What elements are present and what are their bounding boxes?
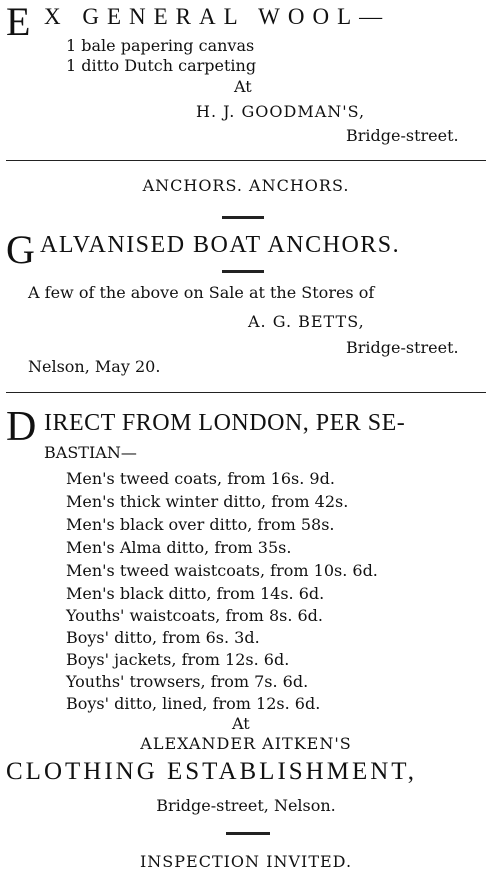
- price-list-item: Boys' ditto, lined, from 12s. 6d.: [66, 694, 321, 713]
- dateline: Nelson, May 20.: [28, 357, 161, 376]
- price-list-item: Youths' trowsers, from 7s. 6d.: [66, 672, 309, 691]
- short-divider: [226, 832, 270, 835]
- merchant-name: ALEXANDER AITKEN'S: [140, 734, 352, 753]
- at-label: At: [232, 714, 250, 733]
- price-list-item: Men's thick winter ditto, from 42s.: [66, 492, 349, 511]
- drop-cap: E: [6, 0, 31, 44]
- price-list-item: Men's tweed waistcoats, from 10s. 6d.: [66, 561, 378, 580]
- short-divider: [222, 270, 264, 273]
- drop-cap: D: [6, 404, 37, 450]
- price-list-item: Men's black ditto, from 14s. 6d.: [66, 584, 325, 603]
- establishment-name: CLOTHING ESTABLISHMENT,: [6, 758, 417, 785]
- merchant-address: Bridge-street.: [346, 338, 459, 357]
- headline: IRECT FROM LONDON, PER SE-: [44, 410, 406, 436]
- merchant-address: Bridge-street.: [346, 126, 459, 145]
- body-text: A few of the above on Sale at the Stores of: [28, 283, 375, 302]
- price-list-item: Boys' ditto, from 6s. 3d.: [66, 628, 260, 647]
- short-divider: [222, 216, 264, 219]
- section-title: ANCHORS. ANCHORS.: [142, 176, 350, 195]
- subheadline: BASTIAN—: [44, 443, 137, 462]
- column-divider: [6, 392, 486, 393]
- footer-note: INSPECTION INVITED.: [139, 852, 353, 871]
- drop-cap: G: [6, 227, 35, 272]
- headline: ALVANISED BOAT ANCHORS.: [40, 232, 401, 258]
- price-list-item: Men's Alma ditto, from 35s.: [66, 538, 292, 557]
- column-divider: [6, 160, 486, 161]
- item-line: 1 ditto Dutch carpeting: [66, 56, 257, 75]
- price-list-item: Men's tweed coats, from 16s. 9d.: [66, 469, 335, 488]
- merchant-address: Bridge-street, Nelson.: [156, 796, 336, 815]
- at-label: At: [234, 77, 252, 96]
- price-list-item: Men's black over ditto, from 58s.: [66, 515, 335, 534]
- price-list-item: Youths' waistcoats, from 8s. 6d.: [66, 606, 324, 625]
- price-list-item: Boys' jackets, from 12s. 6d.: [66, 650, 290, 669]
- merchant-name: A. G. BETTS,: [248, 312, 365, 331]
- headline: X GENERAL WOOL—: [44, 4, 391, 29]
- merchant-name: H. J. GOODMAN'S,: [196, 102, 366, 121]
- item-line: 1 bale papering canvas: [66, 36, 255, 55]
